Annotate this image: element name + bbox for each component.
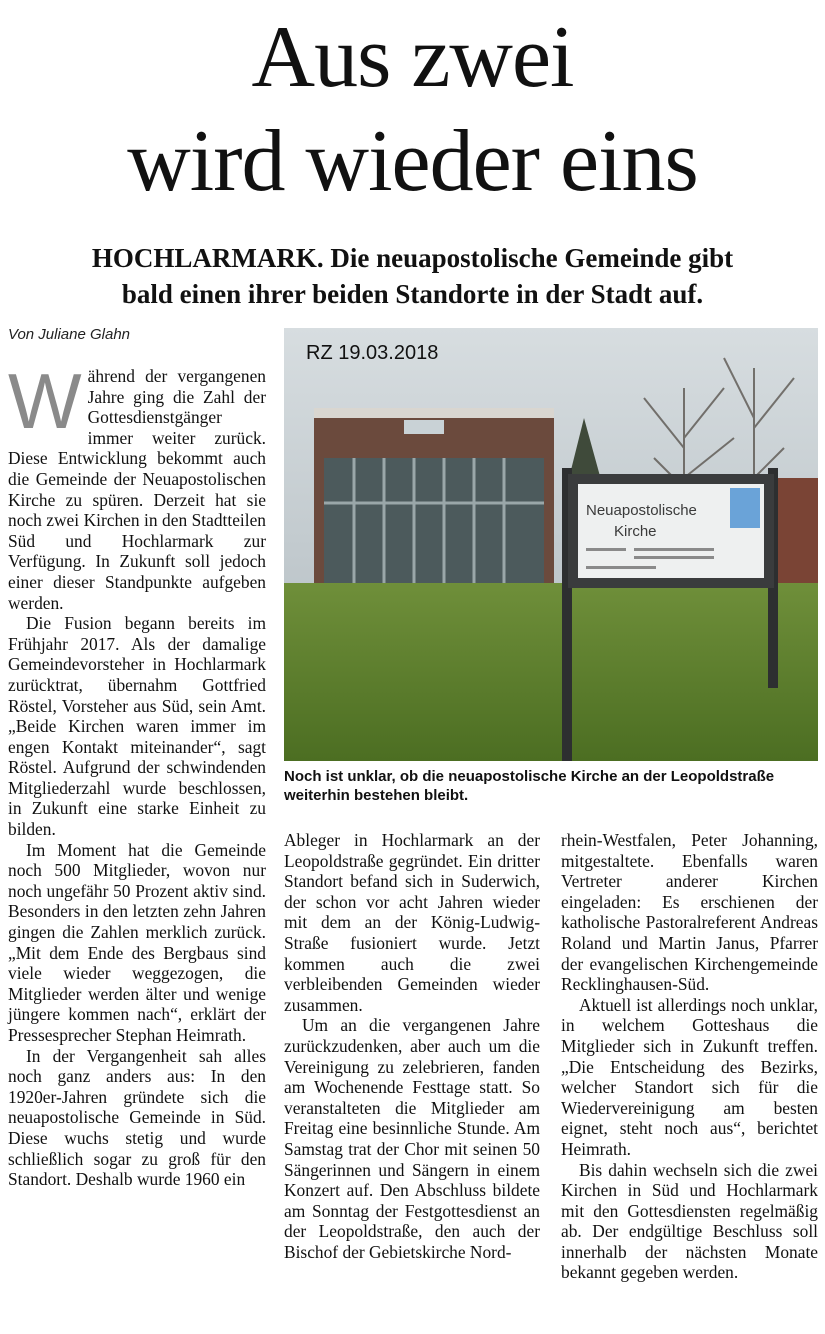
article-column-3 [561,830,818,1283]
paragraph: In der Vergangenheit sah alles noch ganz anders aus: In den 1920er-Jahren gründete sich die neuapostolische Gemeinde in Süd. Diese wuchs stetig und wurde schließlich sogar zu groß für den Standort. Deshalb wurde 1960 ein [8,1045,266,1190]
paragraph-text: ährend der vergangenen Jahre ging die Zahl der Gottesdienstgänger immer weiter zurück. Diese Entwicklung bekommt auch die Gemeinde der Neuapostolischen Kirche zu spüren. Derzeit hat sie noch zwei Kirchen in den Stadtteilen Süd und Hochlarmark zur Verfügung. In Zukunft soll jedoch einer dieser Standpunkte aufgeben werden. [8,366,266,613]
headline-line-1: Aus zwei [251,9,574,106]
paragraph: Die Fusion begann bereits im Frühjahr 2017. Als der damalige Gemeindevorsteher in Hochlarmark zurücktrat, übernahm Gottfried Röstel, Vorsteher aus Süd, sein Amt. „Beide Kirchen waren immer im engen Kontakt miteinander“, sagt Röstel. Aufgrund der schwindenden Mitgliederzahl wurde beschlossen, in Zukunft eine starke Einheit zu bilden. [8,613,266,840]
article-column-2 [284,830,540,1262]
paragraph [8,357,266,613]
article-column-1 [8,357,266,1190]
headline [0,6,825,214]
sign-line-1: Neuapostolische [586,502,697,519]
paragraph: Im Moment hat die Gemeinde noch 500 Mitglieder, wovon nur noch ungefähr 50 Prozent aktiv sind. Besonders in den letzten zehn Jahren gingen die Zahlen merklich zurück. „Mit dem Ende des Bergbaus sind viele wieder weggezogen, die Mitglieder werden älter und wenige jüngere kommen nach“, erklärt der Pressesprecher Stephan Heimrath. [8,839,266,1045]
church-photo [284,328,818,761]
church-photo-illustration [284,328,818,761]
photo-caption: Noch ist unklar, ob die neuapostolische Kirche an der Leopoldstraße weiterhin bestehen bleibt. [284,768,775,804]
paragraph: rhein-Westfalen, Peter Johanning, mitgestaltete. Ebenfalls waren Vertreter anderer Kirchen eingeladen: Es erschienen der katholische Pastoralreferent Andreas Roland und Martin Janus, Pfarrer der evangelischen Kirchengemeinde Recklinghausen-Süd. [561,830,818,995]
date-stamp: RZ 19.03.2018 [306,342,439,364]
subhead-line-2: bald einen ihrer beiden Standorte in der Stadt auf. [121,279,704,309]
subhead-line-1: HOCHLARMARK. Die neuapostolische Gemeinde gibt [91,243,734,273]
byline: Von Juliane Glahn [8,326,131,343]
paragraph: Um an die vergangenen Jahre zurückzudenken, aber auch um die Vereinigung zu zelebrieren, fanden am Wochenende Festtage statt. So veranstalteten die Mitglieder am Freitag eine besinnliche Stunde. Am Samstag trat der Chor mit seinen 50 Sängerinnen und Sängern in einem Konzert auf. Den Abschluss bildete am Sonntag der Festgottesdienst an der Leopoldstraße, den auch der Bischof der Gebietskirche Nord- [284,1015,540,1262]
paragraph: Bis dahin wechseln sich die zwei Kirchen in Süd und Hochlarmark mit den Gottesdiensten regelmäßig ab. Der endgültige Beschluss soll innerhalb der nächsten Monate bekannt gegeben werden. [561,1159,818,1283]
headline-line-2: wird wieder eins [127,113,698,210]
sign-line-2: Kirche [614,523,657,540]
subheadline [10,240,815,312]
paragraph: Ableger in Hochlarmark an der Leopoldstraße gegründet. Ein dritter Standort befand sich in Suderwich, der schon vor acht Jahren wieder mit dem an der König-Ludwig-Straße fusioniert wurde. Jetzt kommen auch die zwei verbleibenden Gemeinden wieder zusammen. [284,830,540,1015]
paragraph: Aktuell ist allerdings noch unklar, in welchem Gotteshaus die Mitglieder sich in Zukunft treffen. „Die Entscheidung des Bezirks, welcher Standort sich für die Wiedervereinigung am besten eignet, steht noch aus“, berichtet Heimrath. [561,994,818,1159]
drop-cap: W [8,357,82,445]
